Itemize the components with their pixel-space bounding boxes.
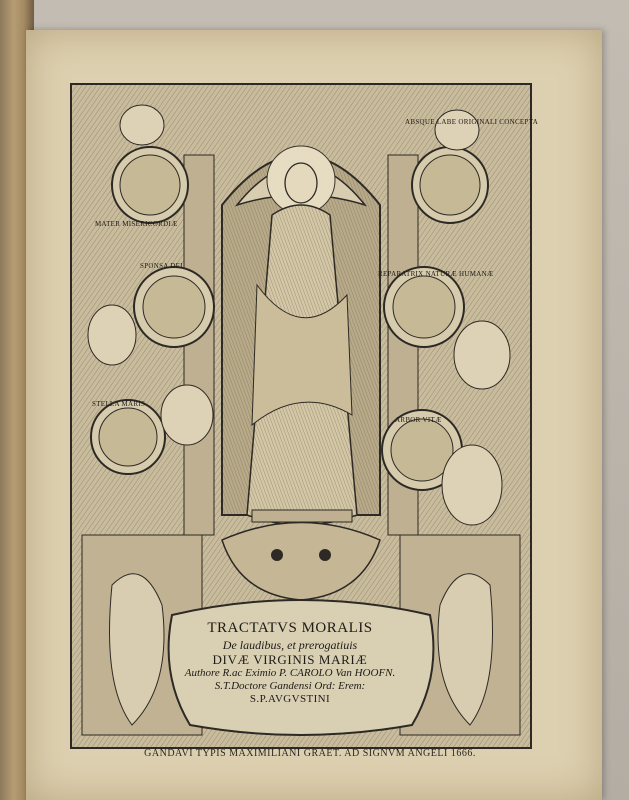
printer-imprint: GANDAVI TYPIS MAXIMILIANI GRAET. AD SIGNVM ANGELI 1666. <box>144 748 476 759</box>
medallion-label-low-left: STELLA MARIS <box>92 400 146 408</box>
medallion-label-mid-right: REPARATRIX NATURÆ HUMANÆ <box>378 270 494 278</box>
title-line-2: De laudibus, et prerogatiuis <box>222 637 358 652</box>
title-line-1: TRACTATVS MORALIS <box>207 620 373 636</box>
author-line: Authore R.ac Eximio P. CAROLO Van HOOFN. <box>184 667 396 680</box>
title-line-3: DIVÆ VIRGINIS MARIÆ <box>212 651 368 667</box>
medallion-label-top-left: MATER MISERICORDIÆ <box>95 220 178 228</box>
order-line: S.P.AVGVSTINI <box>249 693 331 706</box>
medallion-label-low-right: ARBOR VITÆ <box>395 416 442 424</box>
medallion-label-mid-left: SPONSA DEI <box>140 262 183 270</box>
medallion-label-top-right: ABSQUE LABE ORIGINALI CONCEPTA <box>405 118 539 126</box>
title-cartouche <box>170 620 410 706</box>
author-credentials: S.T.Doctore Gandensi Ord: Erem: <box>214 680 366 693</box>
